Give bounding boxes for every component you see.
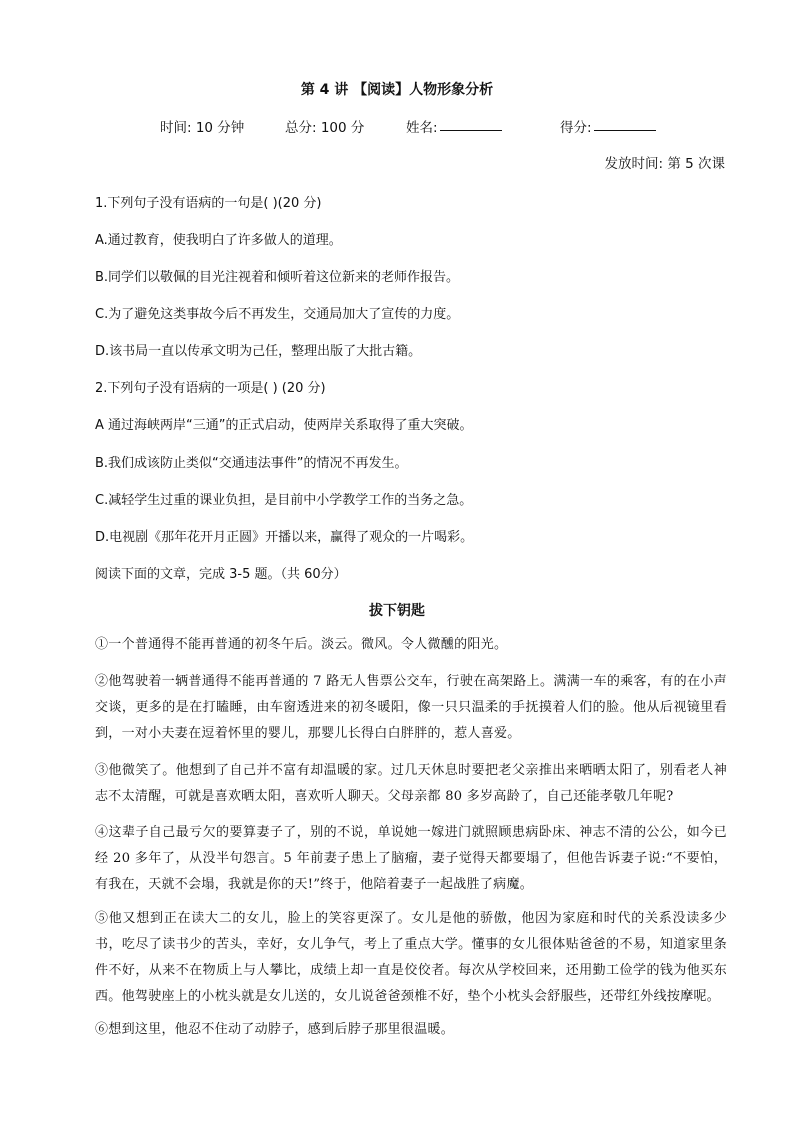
question-1-stem: 1.下列句子没有语病的一句是( )(20 分)	[95, 196, 322, 211]
send-time: 发放时间: 第 5 次课	[604, 156, 725, 172]
name-field-group	[406, 116, 438, 136]
article-paragraph-3: ③他微笑了。他想到了自己并不富有却温暖的家。过几天休息时要把老父亲推出来晒晒太阳了，别看老人神志不太清醒，可就是喜欢晒太阳，喜欢听人聊天。父母亲都 80 多岁高龄了，自己还能孝敬几年呢?	[95, 763, 727, 804]
question-2-option-d: D.电视剧《那年花开月正圆》开播以来，赢得了观众的一片喝彩。	[95, 530, 474, 545]
grade-blank	[594, 116, 656, 131]
question-1-option-b: B.同学们以敬佩的目光注视着和倾听着这位新来的老师作报告。	[95, 270, 460, 285]
question-1-option-c: C.为了避免这类事故今后不再发生，交通局加大了宣传的力度。	[95, 307, 460, 322]
grade-label: 得分:	[560, 120, 592, 136]
article-title: 拔下钥匙	[369, 603, 425, 619]
question-2-option-c: C.减轻学生过重的课业负担，是目前中小学教学工作的当务之急。	[95, 493, 473, 508]
info-row	[0, 116, 794, 136]
question-1-option-d: D.该书局一直以传承文明为己任，整理出版了大批古籍。	[95, 344, 422, 359]
name-label: 姓名:	[406, 120, 438, 136]
page-title: 第 4 讲 【阅读】人物形象分析	[300, 82, 494, 98]
article-paragraph-1: ①一个普通得不能再普通的初冬午后。淡云。微风。令人微醺的阳光。	[95, 637, 508, 652]
time-label: 时间: 10 分钟	[160, 120, 245, 136]
question-2-option-a: A 通过海峡两岸“三通”的正式启动，使两岸关系取得了重大突破。	[95, 418, 473, 433]
article-paragraph-2: ②他驾驶着一辆普通得不能再普通的 7 路无人售票公交车，行驶在高架路上。满满一车的乘客，有的在小声交谈，更多的是在打瞌睡，由车窗透进来的初冬暖阳，像一只只温柔的手抚摸着人们的脸。他从后视镜里看到，一对小夫妻在逗着怀里的婴儿，那婴儿长得白白胖胖的，惹人喜爱。	[95, 674, 727, 741]
article-paragraph-6: ⑥想到这里，他忍不住动了动脖子，感到后脖子那里很温暖。	[95, 1022, 455, 1037]
question-1-option-a: A.通过教育，使我明白了许多做人的道理。	[95, 233, 342, 248]
question-2-stem: 2.下列句子没有语病的一项是( ) (20 分)	[95, 381, 326, 396]
grade-field-group	[560, 116, 592, 136]
article-paragraph-5: ⑤他又想到正在读大二的女儿，脸上的笑容更深了。女儿是他的骄傲，他因为家庭和时代的关系没读多少书，吃尽了读书少的苦头，幸好，女儿争气，考上了重点大学。懂事的女儿很体贴爸爸的不易，知道家里条件不好，从来不在物质上与人攀比，成绩上却一直是佼佼者。每次从学校回来，还用勤工俭学的钱为他买东西。他驾驶座上的小枕头就是女儿送的，女儿说爸爸颈椎不好，垫个小枕头会舒服些，还带红外线按摩呢。	[95, 911, 727, 1004]
article-paragraph-4: ④这辈子自己最亏欠的要算妻子了，别的不说，单说她一嫁进门就照顾患病卧床、神志不清的公公，如今已经 20 多年了，从没半句怨言。5 年前妻子患上了脑瘤，妻子觉得天都要塌了，但他告诉妻子说:“不要怕，有我在，天就不会塌，我就是你的天!”终于，他陪着妻子一起战胜了病魔。	[95, 825, 727, 892]
question-2-option-b: B.我们成该防止类似“交通违法事件”的情况不再发生。	[95, 456, 408, 471]
reading-instructions: 阅读下面的文章，完成 3-5 题。（共 60分）	[95, 567, 347, 582]
total-score-label: 总分: 100 分	[285, 120, 365, 136]
name-blank	[440, 116, 502, 131]
